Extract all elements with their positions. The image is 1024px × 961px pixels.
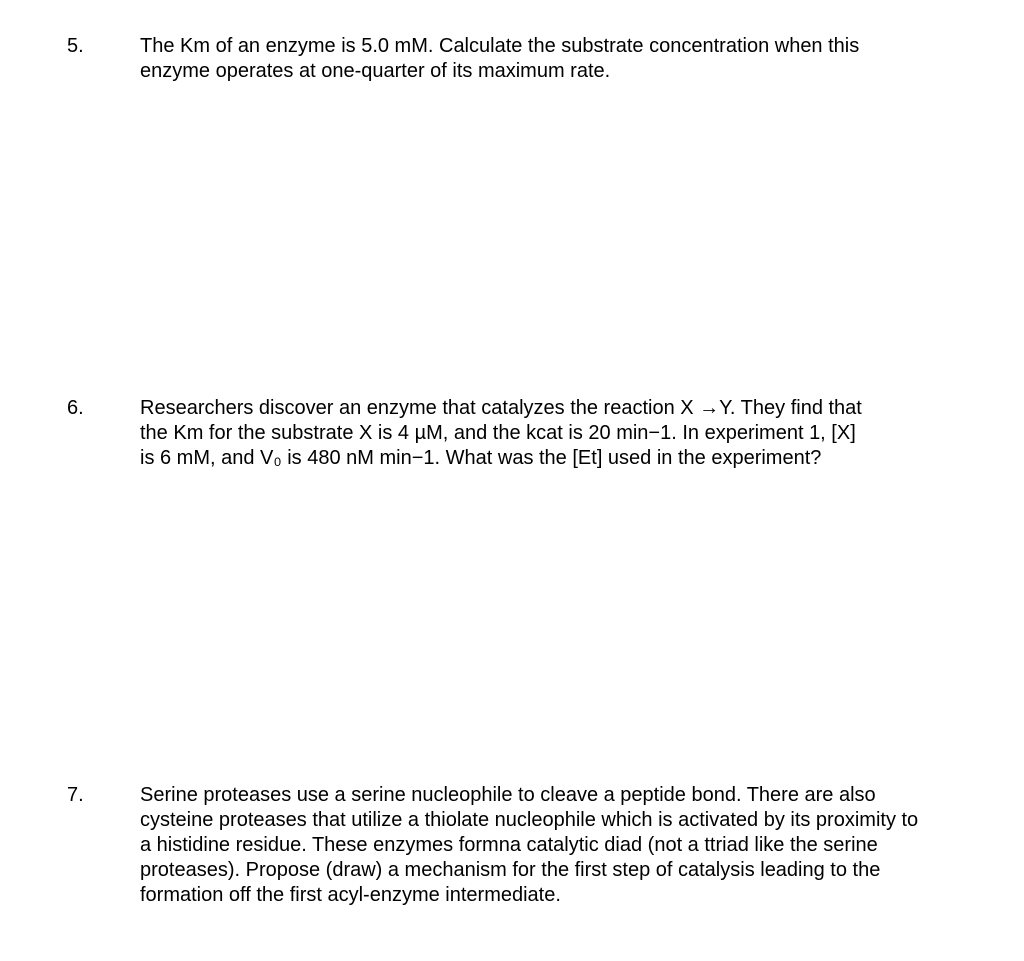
question-text <box>140 783 1010 908</box>
question-text <box>140 396 1010 471</box>
question-number: 5. <box>67 35 84 57</box>
question-text <box>140 34 1010 84</box>
question-line: Researchers discover an enzyme that catalyzes the reaction X →Y. They find that <box>140 397 862 419</box>
question-line: enzyme operates at one-quarter of its maximum rate. <box>140 60 611 82</box>
question-line: proteases). Propose (draw) a mechanism for the first step of catalysis leading to the <box>140 859 881 881</box>
question-line: Serine proteases use a serine nucleophile to cleave a peptide bond. There are also <box>140 784 876 806</box>
question-number: 7. <box>67 784 84 806</box>
question-line: formation off the first acyl-enzyme intermediate. <box>140 884 561 906</box>
question-line: cysteine proteases that utilize a thiolate nucleophile which is activated by its proximity to <box>140 809 919 831</box>
question-line: is 6 mM, and V₀ is 480 nM min−1. What was the [Et] used in the experiment? <box>140 447 822 469</box>
question-line: a histidine residue. These enzymes formna catalytic diad (not a ttriad like the serine <box>140 834 878 856</box>
question-line: the Km for the substrate X is 4 µM, and the kcat is 20 min−1. In experiment 1, [X] <box>140 422 856 444</box>
question-line: The Km of an enzyme is 5.0 mM. Calculate the substrate concentration when this <box>140 35 860 57</box>
question-number: 6. <box>67 397 84 419</box>
